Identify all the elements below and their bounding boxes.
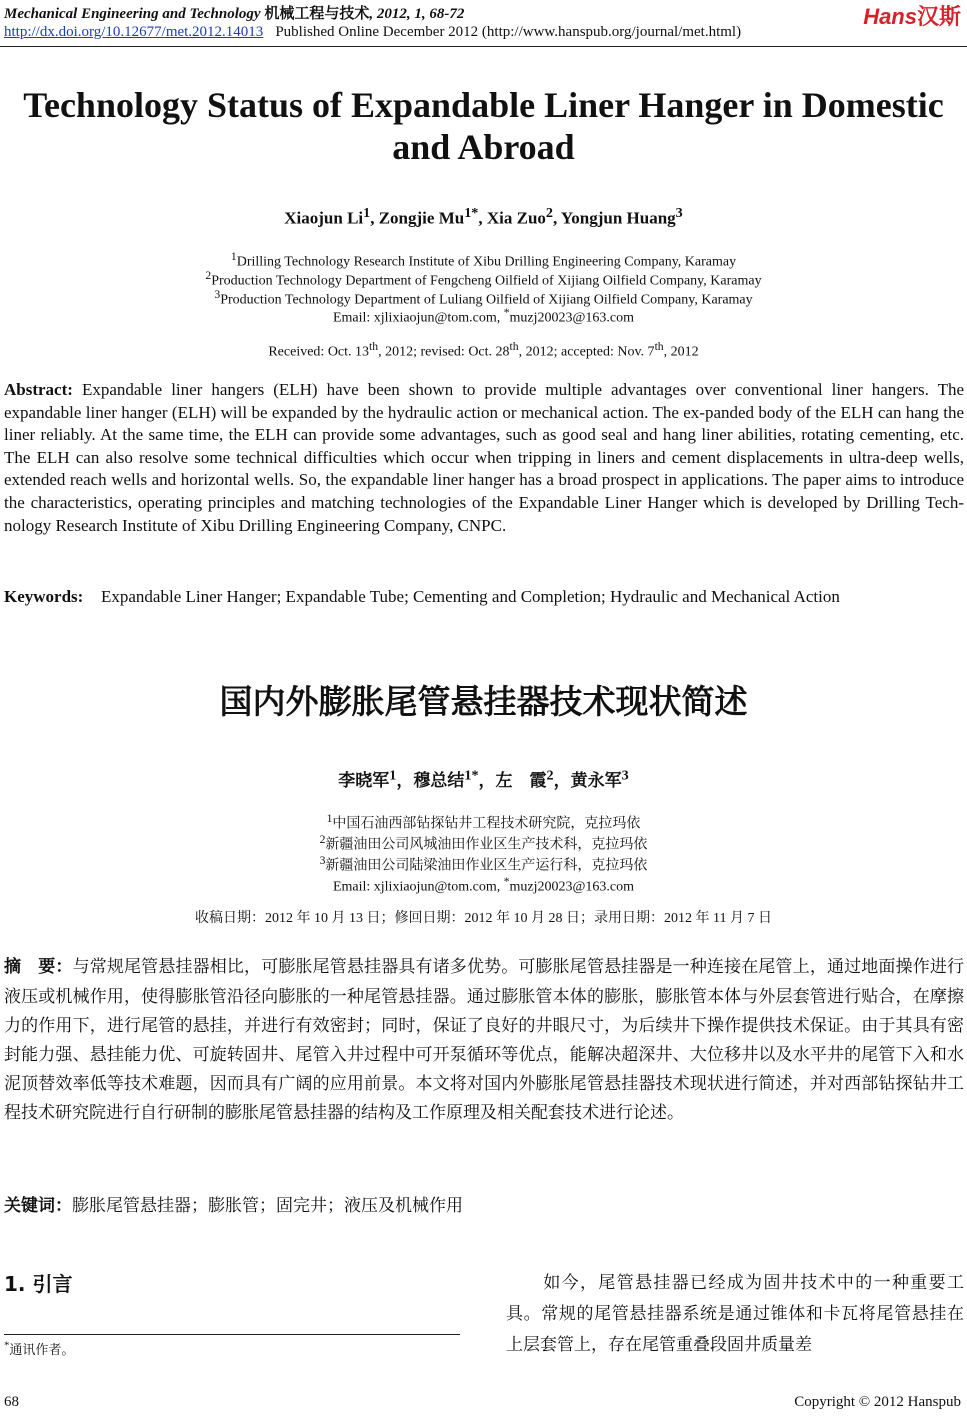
- email-second: muzj20023@163.com: [509, 879, 635, 895]
- abstract-label-cn: 摘 要：: [4, 957, 73, 977]
- ordinal-sup: th: [509, 340, 519, 353]
- journal-name-cn: 机械工程与技术: [264, 6, 370, 22]
- title-en-line-2: and Abroad: [392, 127, 575, 167]
- author-name: Yongjun Huang: [560, 208, 676, 228]
- ordinal-sup: th: [369, 340, 379, 353]
- author-sup: 1*: [464, 205, 479, 221]
- received-dates-cn: 收稿日期：2012 年 10 月 13 日；修回日期：2012 年 10 月 28 日；录用日期：2012 年 11 月 7 日: [195, 911, 772, 926]
- received-dates-en: [0, 340, 967, 361]
- keywords-text-cn: 膨胀尾管悬挂器；膨胀管；固完井；液压及机械作用: [72, 1196, 463, 1215]
- author-name: Zongjie Mu: [378, 208, 465, 228]
- footnote-star: *: [4, 1339, 10, 1352]
- aff-text: 新疆油田公司风城油田作业区生产技术科，克拉玛依: [325, 837, 648, 853]
- published-online: Published Online December 2012 (http://www.hanspub.org/journal/met.html): [275, 24, 742, 40]
- header-divider: [0, 46, 967, 47]
- author-name-cn: 穆总结: [413, 771, 465, 790]
- author-sup: 1: [363, 205, 371, 221]
- introduction-body-text: [506, 1267, 964, 1360]
- email-star: *: [503, 875, 510, 888]
- email-cn: [0, 871, 967, 898]
- aff-sup: 2: [205, 269, 212, 282]
- paper-title-cn: 国内外膨胀尾管悬挂器技术现状简述: [219, 682, 748, 721]
- author-name-cn: 李晓军: [338, 771, 390, 790]
- doi-link[interactable]: http://dx.doi.org/10.12677/met.2012.14013: [4, 24, 264, 40]
- header-publication-line: [4, 24, 741, 41]
- author-sup: 2: [546, 767, 554, 784]
- email-prefix: Email: xjlixiaojun@tom.com,: [332, 310, 504, 326]
- email-prefix: Email: xjlixiaojun@tom.com,: [332, 879, 504, 895]
- accepted-year: , 2012: [663, 344, 699, 360]
- paper-title-en: [10, 84, 957, 168]
- footnote-corresponding-author: [4, 1339, 74, 1358]
- author-name-cn: 黄永军: [570, 771, 622, 790]
- accepted-date: , 2012; accepted: Nov. 7: [518, 344, 655, 360]
- revised-date: , 2012; revised: Oct. 28: [378, 344, 510, 360]
- logo-text-en: Hans: [863, 4, 917, 29]
- keywords-label-en: Keywords:: [4, 587, 84, 606]
- keywords-en: [4, 585, 964, 608]
- author-name-cn: 左 霞: [495, 771, 547, 790]
- author-sup: 1: [389, 767, 397, 784]
- ordinal-sup: th: [654, 340, 664, 353]
- keywords-label-cn: 关键词：: [4, 1196, 72, 1216]
- introduction-paragraph: 如今，尾管悬挂器已经成为固井技术中的一种重要工具。常规的尾管悬挂器系统是通过锥体和卡瓦将尾管悬挂在上层套管上，存在尾管重叠段固井质量差: [506, 1273, 964, 1354]
- author-name: Xia Zuo: [486, 208, 546, 228]
- abstract-cn: [4, 952, 964, 1127]
- keywords-text-en: Expandable Liner Hanger; Expandable Tube; Cementing and Completion; Hydraulic and Mechanical Action: [101, 587, 840, 606]
- keywords-cn: [4, 1191, 463, 1216]
- volume-info: , 2012, 1, 68-72: [369, 6, 465, 22]
- email-star: *: [503, 306, 510, 319]
- copyright-notice: Copyright © 2012 Hanspub: [794, 1394, 961, 1410]
- author-name: Xiaojun Li: [284, 208, 364, 228]
- journal-name: [4, 2, 464, 23]
- page-number: 68: [4, 1394, 19, 1410]
- author-sup: 3: [621, 767, 629, 784]
- abstract-text-cn: 与常规尾管悬挂器相比，可膨胀尾管悬挂器具有诸多优势。可膨胀尾管悬挂器是一种连接在尾管上，通过地面操作进行液压或机械作用，使得膨胀管沿径向膨胀的一种尾管悬挂器。通过膨胀管本体的膨胀，膨胀管本体与外层套管进行贴合，在摩擦力的作用下，进行尾管的悬挂，并进行有效密封；同时，保证了良好的井眼尺寸，为后续井下操作提供技术保证。由于其具有密封能力强、悬挂能力优、可旋转固井、尾管入井过程中可开泵循环等优点，能解决超深井、大位移井以及水平井的尾管下入和水泥顶替效率低等技术难题，因而具有广阔的应用前景。本文将对国内外膨胀尾管悬挂器技术现状进行简述，并对西部钻探钻井工程技术研究院进行自行研制的膨胀尾管悬挂器的结构及工作原理及相关配套技术进行论述。: [4, 957, 965, 1122]
- aff-sup: 1: [326, 812, 333, 825]
- aff-text: Production Technology Department of Fengcheng Oilfield of Xijiang Oilfield Company, Karamay: [211, 273, 762, 289]
- footnote-divider: [4, 1334, 460, 1335]
- logo-text-cn: 汉斯: [916, 4, 961, 29]
- journal-name-en: Mechanical Engineering and Technology: [4, 6, 261, 22]
- abstract-label-en: Abstract:: [4, 380, 73, 399]
- authors-en: Xiaojun Li$^1$, Zongjie $Mu^{1*}$, Xia Zuo$^2$, Yongjun Huang$^3$: [284, 205, 683, 228]
- section-heading-introduction: 1. 引言: [4, 1272, 73, 1296]
- author-sup: 3: [675, 205, 683, 221]
- aff-text: 新疆油田公司陆梁油田作业区生产运行科，克拉玛依: [325, 858, 648, 874]
- aff-sup: 1: [230, 250, 237, 263]
- footnote-text: 通讯作者。: [9, 1342, 75, 1357]
- authors-cn: 李晓军$^1$，穆总结$^{1*}$，左 霞$^2$，黄永军$^3$: [338, 767, 629, 790]
- aff-sup: 3: [319, 854, 326, 867]
- abstract-en: [4, 379, 964, 537]
- email-en: [0, 303, 967, 328]
- aff-text: 中国石油西部钻探钻井工程技术研究院，克拉玛依: [332, 816, 641, 832]
- title-en-line-1: Technology Status of Expandable Liner Hanger in Domestic: [23, 85, 944, 125]
- aff-text: Drilling Technology Research Institute of Xibu Drilling Engineering Company, Karamay: [236, 254, 737, 270]
- author-sup: 1*: [464, 767, 479, 784]
- email-second: muzj20023@163.com: [509, 310, 635, 326]
- hans-logo: [863, 0, 961, 31]
- aff-text: Production Technology Department of Luliang Oilfield of Xijiang Oilfield Company, Karamay: [220, 292, 753, 308]
- received-date: Received: Oct. 13: [268, 344, 370, 360]
- aff-sup: 2: [319, 833, 326, 846]
- author-sup: 2: [545, 205, 553, 221]
- aff-sup: 3: [214, 288, 221, 301]
- abstract-text-en: Expandable liner hangers (ELH) have been shown to provide multiple advantages over conventional liner hangers. The expandable liner hanger (ELH) will be expanded by the hydraulic action or mechanical action. The ex-panded body of the ELH can hang the liner reliably. At the same time, the ELH can provide some advantages, such as good seal and hang liner abilities, rotating cementing, etc. The ELH can also resolve some technical difficulties which occur when tripping in liners and cement displacements in ultra-deep wells, extended reach wells and horizontal wells. So, the expandable liner hanger has a broad prospect in applications. The paper aims to introduce the characteristics, operating principles and matching technologies of the Expandable Liner Hanger which is developed by Drilling Tech-nology Research Institute of Xibu Drilling Engineering Company, CNPC.: [4, 380, 965, 535]
